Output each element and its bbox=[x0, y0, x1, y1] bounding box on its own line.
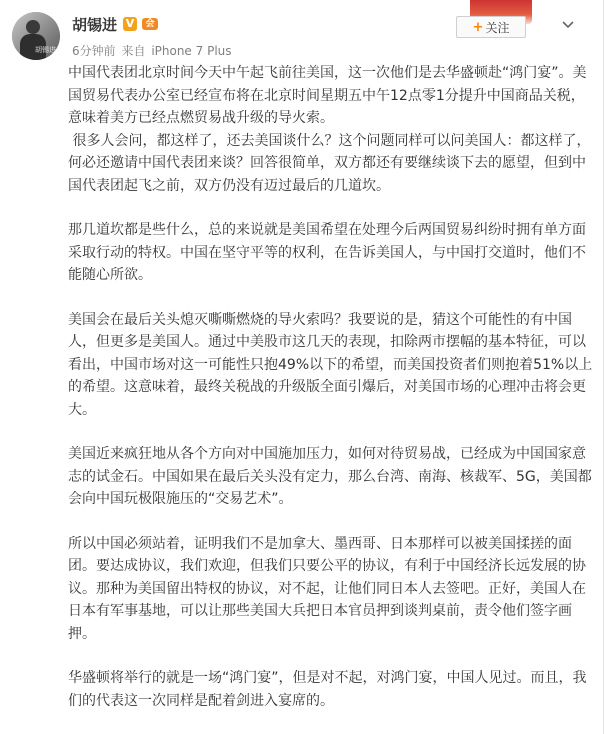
follow-button[interactable] bbox=[456, 16, 526, 38]
post-time[interactable]: 6分钟前 bbox=[72, 44, 116, 58]
member-badge-text: 会 bbox=[145, 19, 155, 29]
verified-v-icon[interactable]: V bbox=[123, 17, 137, 31]
user-name[interactable]: 胡锡进 bbox=[72, 15, 118, 34]
avatar[interactable] bbox=[12, 12, 60, 60]
avatar-stamp: 胡锡进 bbox=[35, 46, 56, 54]
avatar-person-head bbox=[26, 20, 40, 34]
post-paragraph-1: 中国代表团北京时间今天中午起飞前往美国，这一次他们是去华盛顿赴“鸿门宴”。美国贸易代表办公室已经宣布将在北京时间星期五中午12点零1分提升中国商品关税，意味着美方已经点燃贸易战升级的导火索。 很多人会问，都这样了，还去美国谈什么？这个问题同样可以问美国人：都这样了，何必还邀请中国代表团来谈？回答很简单，双方都还有要继续谈下去的愿望，但到中国代表团起飞之前，双方仍没有迈过最后的几道坎。 bbox=[68, 65, 591, 194]
source-prefix: 来自 bbox=[121, 44, 146, 58]
post-paragraph-3: 美国会在最后关头熄灭嘶嘶燃烧的导火索吗？我要说的是，猜这个可能性的有中国人，但更多是美国人。通过中美股市这几天的表现，扣除两市摆幅的基本特征，可以看出，中国市场对这一可能性只抱49%以下的希望，而美国投资者们则抱着51%以上的希望。这意味着，最终关税战的升级版全面引爆后，对美国市场的心理冲击将会更大。 bbox=[68, 311, 593, 418]
name-row bbox=[72, 14, 159, 34]
post-meta bbox=[72, 42, 234, 59]
post-paragraph-2: 那几道坎都是些什么，总的来说就是美国希望在处理今后两国贸易纠纷时拥有单方面采取行动的特权。中国在坚守平等的权利，在告诉美国人，与中国打交道时，他们不能随心所欲。 bbox=[68, 222, 586, 283]
post-source[interactable]: iPhone 7 Plus bbox=[151, 44, 232, 58]
plus-icon: + bbox=[472, 19, 484, 35]
chevron-down-icon[interactable] bbox=[560, 16, 576, 32]
post-paragraph-6: 华盛顿将举行的就是一场“鸿门宴”，但是对不起，对鸿门宴，中国人见过。而且，我们的代表这一次同样是配着剑进入宴席的。 bbox=[68, 670, 587, 709]
post-header bbox=[0, 0, 604, 64]
follow-label: 关注 bbox=[485, 20, 510, 35]
member-crown-icon[interactable] bbox=[141, 16, 159, 32]
post-paragraph-4: 美国近来疯狂地从各个方向对中国施加压力，如何对待贸易战，已经成为中国国家意志的试金石。中国如果在最后关头没有定力，那么台湾、南海、核裁军、5G，美国都会向中国玩极限施压的“交易艺术”。 bbox=[68, 446, 592, 507]
post-content bbox=[68, 62, 594, 712]
post-paragraph-5: 所以中国必须站着，证明我们不是加拿大、墨西哥、日本那样可以被美国揉搓的面团。要达成协议，我们欢迎，但我们只要公平的协议，有利于中国经济长远发展的协议。那种为美国留出特权的协议，对不起，让他们同日本人去签吧。正好，美国人在日本有军事基地，可以让那些美国大兵把日本官员押到谈判桌前，责令他们签字画押。 bbox=[68, 535, 586, 642]
